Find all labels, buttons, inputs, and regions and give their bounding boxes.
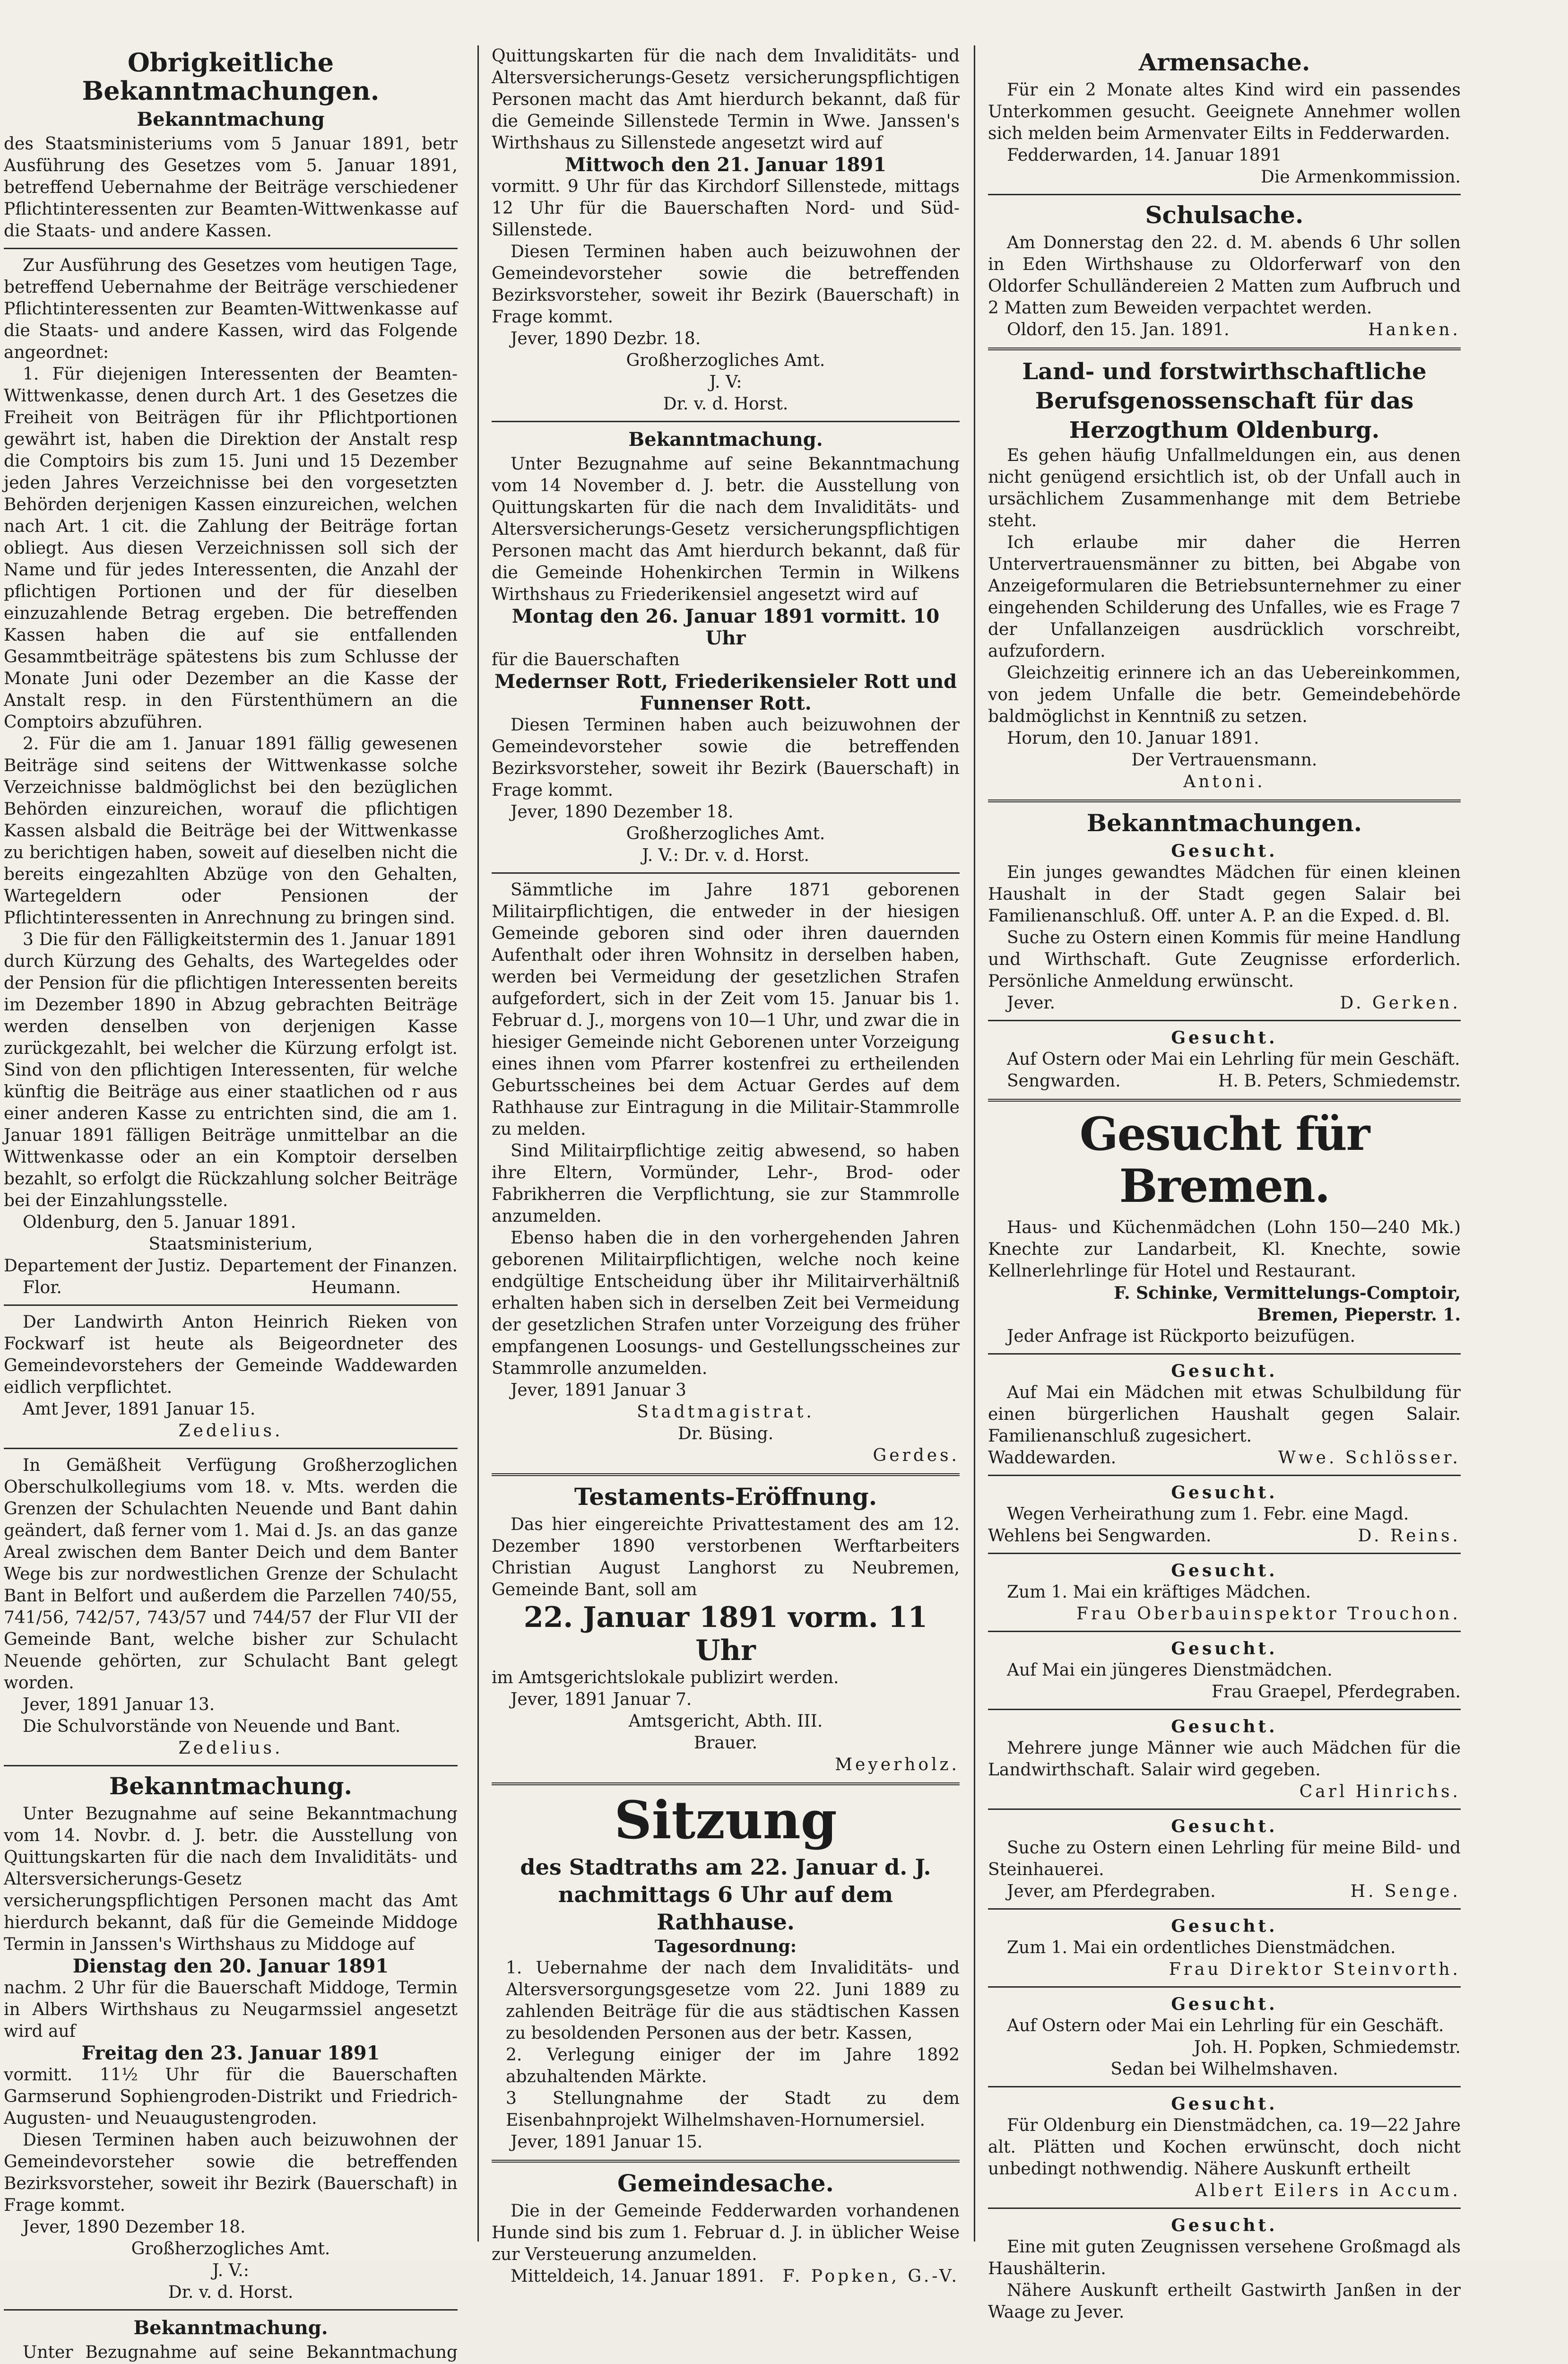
notice-paragraph: Ebenso haben die in den vorhergehenden Jahren geborenen Militairpflichtigen, welche noch keine endgültige Entscheidung über ihr Militairverhältniß erhalten haben sich in derselben Zeit bei Vermeidung der gesetzlichen Strafen unter Vorzeigung des früher empfangenen Loosungs- und Gestellungsscheines zur Stammrolle anzumelden. [492,1228,960,1378]
divider [988,194,1461,195]
signature-row [4,1255,458,1277]
ad-title: Gesucht. [1171,1483,1278,1503]
ad-place: Jever, am Pferdegraben. [1007,1882,1216,1901]
ad-title: Gesucht. [1171,841,1278,861]
notice-authority: Großherzogliches Amt. [131,2239,330,2259]
signature: Brauer. [693,1733,758,1753]
signature: Die Armenkommission. [1261,167,1461,187]
divider [4,248,458,249]
notice-deputy: J. V: [709,373,742,392]
ad-text: Auf Mai ein jüngeres Dienstmädchen. [1007,1660,1333,1680]
divider [988,1709,1461,1710]
notice-paragraph: des Staatsministeriums vom 5 Januar 1891, betr Ausführung des Gesetzes vom 5. Januar 1891, betreffend Uebernahme der Beiträge verschiedener Pflichtinteressenten zur Beamten-Wittwenkasse auf die Staats- und andere Kassen. [4,134,458,241]
notice-date: Dienstag den 20. Januar 1891 [72,1955,389,1977]
ad-title: Gesucht. [1171,1361,1278,1381]
agenda-list [506,1957,960,2131]
signature: F. Schinke, Vermittelungs-Comptoir, [1114,1283,1461,1303]
notice-title: Bekanntmachung. [628,428,823,451]
divider [988,2086,1461,2087]
signature: F. Popken, G.-V. [782,2267,960,2286]
divider [4,1448,458,1449]
notice-place-date: Jever, 1891 Januar 7. [511,1690,692,1709]
notice-paragraph: 3 Die für den Fälligkeitstermin des 1. Januar 1891 durch Kürzung des Gehalts, des Wartegeldes oder der Pension für die pflichtigen Interessenten bereits im Dezember 1890 in Abzug gebrachten Beiträge werden denselben von derjenigen Kasse zurückgezahlt, bei welcher die Kürzung erfolgt ist. Sind von den pflichtigen Interessenten, für welche künftig die Beiträge aus einer staatlichen od r aus einer anderen Kasse zu entrichten sind, die am 1. Januar 1891 fälligen Beiträge unmittelbar an die Wittwenkasse oder an ein Komptoir derselben bezahlt, so erfolgt die Rückzahlung solcher Beiträge bei der Einzahlungsstelle. [4,930,458,1210]
notice-paragraph: vormitt. 11½ Uhr für die Bauerschaften Garmserund Sophiengroden-Distrikt und Friedrich-Augusten- und Neuaugustengroden. [4,2065,458,2128]
ad-text: Für Oldenburg ein Dienstmädchen, ca. 19—22 Jahre alt. Plätten und Kochen erwünscht, doch nicht unbedingt nothwendig. Nähere Auskunft ertheilt [988,2116,1461,2179]
department-label: Departement der Finanzen. [219,1256,458,1276]
signature: Meyerholz. [835,1755,960,1774]
signature: Zedelius. [178,1421,283,1441]
ad-place: Sengwarden. [1007,1071,1121,1091]
divider [492,2160,960,2163]
signature: Frau Oberbauinspektor Trouchon. [1076,1604,1461,1624]
divider [988,1808,1461,1810]
ad-title: Gesucht. [1171,1717,1278,1737]
column-3 [988,45,1461,2322]
notice-date: 22. Januar 1891 vorm. 11 Uhr [523,1601,928,1667]
notice-paragraph: Diesen Terminen haben auch beizuwohnen der Gemeindevorsteher sowie die betreffenden Bezirksvorsteher, soweit ihr Bezirk (Bauerschaft) in Frage kommt. [492,715,960,800]
notice-paragraph: für die Bauerschaften [492,650,680,669]
ad-title: Gesucht. [1171,1561,1278,1581]
notice-place-date: Fedderwarden, 14. Januar 1891 [1007,146,1282,165]
divider [492,872,960,874]
notice-paragraph: Unter Bezugnahme auf seine Bekanntmachung [23,2343,458,2362]
signature: Dr. v. d. Horst. [168,2283,294,2302]
notice-place-date: Jever, 1890 Dezbr. 18. [511,329,701,348]
ad-text: Eine mit guten Zeugnissen versehene Großmagd als Haushälterin. [988,2237,1461,2278]
ad-place: Waddewarden. [988,1448,1117,1468]
signature: Wwe. Schlösser. [1278,1448,1461,1468]
divider [492,1473,960,1476]
divider [988,1631,1461,1632]
notice-paragraph: Am Donnerstag den 22. d. M. abends 6 Uhr sollen in Eden Wirthshause zu Oldorferwarf von den Oldorfer Schulländereien 2 Matten zum Aufbruch und 2 Matten zum Beweiden verpachtet werden. [988,233,1461,318]
column-2 [492,45,960,2286]
notice-title: Bekanntmachung. [133,2317,328,2339]
notice-place-date: Oldenburg, den 5. Januar 1891. [23,1213,296,1232]
ad-text: Haus- und Küchenmädchen (Lohn 150—240 Mk.) Knechte zur Landarbeit, Kl. Knechte, sowie Kellnerlehrlinge für Hotel und Restaurant. [988,1218,1461,1281]
ad-title: Gesucht. [1171,1639,1278,1659]
divider [988,1099,1461,1102]
signature: D. Reins. [1358,1526,1461,1546]
signature-row [988,319,1461,341]
notice-date: Freitag den 23. Januar 1891 [81,2042,380,2064]
ad-title: Gesucht. [1171,1028,1278,1048]
notice-paragraph: Unter Bezugnahme auf seine Bekanntmachung vom 14. Novbr. d. J. betr. die Ausstellung von Quittungskarten für die nach dem Invaliditäts- und Altersversicherungs-Gesetz versicherungspflichtigen Personen macht das Amt hierdurch bekannt, daß für die Gemeinde Middoge Termin in Janssen's Wirthshaus zu Middoge auf [4,1804,458,1954]
ad-text: Wegen Verheirathung zum 1. Febr. eine Magd. [1007,1504,1409,1524]
column-divider [477,45,479,2242]
notice-authority: Staatsministerium, [148,1234,313,1254]
notice-place-date: Amt Jever, 1891 Januar 15. [23,1399,256,1419]
ad-address: Bremen, Pieperstr. 1. [1257,1305,1461,1325]
notice-paragraph: Zur Ausführung des Gesetzes vom heutigen Tage, betreffend Uebernahme der Beiträge verschiedener Pflichtinteressenten zur Beamten-Wittwenkasse auf die Staats- und andere Kassen, wird das Folgende angeordnet: [4,256,458,362]
notice-paragraph: Gleichzeitig erinnere ich an das Uebereinkommen, von jedem Unfalle die betr. Gemeindebehörde baldmöglichst in Kenntniß zu setzen. [988,663,1461,726]
notice-deputy: J. V.: [212,2261,249,2280]
notice-authority: Großherzogliches Amt. [626,824,825,843]
ad-title: Gesucht für Bremen. [1079,1107,1369,1213]
divider [4,1304,458,1306]
column-1 [0,45,458,2362]
divider [988,2208,1461,2209]
notice-paragraph: im Amtsgerichtslokale publizirt werden. [492,1668,839,1687]
section-heading: Obrigkeitliche Bekanntmachungen. [82,47,380,106]
signature: H. Senge. [1350,1882,1461,1901]
ad-text: Auf Mai ein Mädchen mit etwas Schulbildung für einen bürgerlichen Haushalt gegen Salair. Familienanschluß zugesichert. [988,1383,1461,1446]
section-heading: Bekanntmachungen. [1086,809,1362,837]
notice-place-date: Mitteldeich, 14. Januar 1891. [511,2267,764,2286]
divider [988,348,1461,350]
notice-paragraph: Sämmtliche im Jahre 1871 geborenen Militairpflichtigen, die entweder in der hiesigen Gemeinde geboren sind oder ihren dauernden Aufenthalt oder ihren Wohnsitz in derselben haben, werden bei Vermeidung der gesetzlichen Strafen aufgefordert, sich in der Zeit vom 15. Januar bis 1. Februar d. J., morgens von 10—1 Uhr, und zwar die in hiesiger Gemeinde nicht Geborenen unter Vorzeigung eines ihnen vom Pfarrer kostenfrei zu ertheilenden Geburtsscheines bei dem Actuar Gerdes auf dem Rathhause zur Eintragung in die Militair-Stammrolle zu melden. [492,880,960,1139]
notice-title: Schulsache. [1145,201,1304,229]
signature: Heumann. [311,1278,401,1297]
signature-row [988,1070,1461,1092]
ad-text: Zum 1. Mai ein kräftiges Mädchen. [1007,1582,1311,1602]
notice-title: Bekanntmachung. [109,1772,353,1800]
divider [988,1553,1461,1554]
ad-text: Auf Ostern oder Mai ein Lehrling für ein Geschäft. [1007,2016,1444,2035]
ad-text: Suche zu Ostern einen Lehrling für meine Bild- und Steinhauerei. [988,1838,1461,1879]
signature: Zedelius. [178,1738,283,1758]
notice-title: Gemeindesache. [617,2169,834,2197]
ad-text: Auf Ostern oder Mai ein Lehrling für mein Geschäft. [1007,1050,1460,1069]
notice-role: Der Vertrauensmann. [1131,750,1317,770]
notice-title: Sitzung [614,1790,837,1851]
signature: D. Gerken. [1340,993,1461,1013]
ad-text: Ein junges gewandtes Mädchen für einen kleinen Haushalt in der Stadt gegen Salair bei Familienanschluß. Off. unter A. P. an die Exped. d. Bl. [988,863,1461,926]
notice-authority: Stadtmagistrat. [637,1402,814,1422]
notice-paragraph: Das hier eingereichte Privattestament des am 12. Dezember 1890 verstorbenen Werftarbeiters Christian August Langhorst zu Neubremen, Gemeinde Bant, soll am [492,1515,960,1599]
signature: Dr. Büsing. [677,1424,774,1443]
divider [988,1020,1461,1021]
divider [988,1353,1461,1355]
notice-paragraph: Der Landwirth Anton Heinrich Rieken von Fockwarf ist heute als Beigeordneter des Gemeindevorstehers der Gemeinde Waddewarden eidlich verpflichtet. [4,1312,458,1397]
notice-place-date: Jever, 1891 Januar 13. [23,1695,215,1714]
department-label: Departement der Justiz. [4,1256,211,1276]
divider [492,421,960,422]
signature-row [492,2266,960,2287]
signature-row [988,992,1461,1014]
signature: Gerdes. [873,1446,960,1465]
notice-paragraph: 1. Für diejenigen Interessenten der Beamten-Wittwenkasse, denen durch Art. 1 des Gesetzes die Freiheit von Beiträgen für ihr Pflichtportionen gewährt ist, haben die Direktion der Anstalt resp die Comptoirs bis zum 15. Juni und 15 Dezember jeden Jahres Verzeichnisse bei den vorgesetzten Behörden derjenigen Kassen einzureichen, welchen nach Art. 1 cit. die Zahlung der Beiträge fortan obliegt. Aus diesen Verzeichnissen soll sich der Name und für jedes Interessenten, die Anzahl der pflichtigen Portionen und der für dieselben einzuzahlende Betrag ergeben. Die betreffenden Kassen haben die auf sie entfallenden Gesammtbeiträge spätestens bis zum Schlusse der Monate Juni oder Dezember an die Kasse der Anstalt resp. in den Fürstenthümern an die Comptoirs abzuführen. [4,365,458,732]
notice-authority: Die Schulvorstände von Neuende und Bant. [23,1717,401,1736]
notice-paragraph: Sind Militairpflichtige zeitig abwesend, so haben ihre Eltern, Vormünder, Lehr-, Brod- oder Fabrikherren die Verpflichtung, sie zur Stammrolle anzumelden. [492,1141,960,1226]
ad-title: Gesucht. [1171,2216,1278,2235]
notice-subtitle: des Stadtraths am 22. Januar d. J. nachmittags 6 Uhr auf dem Rathhause. [520,1854,931,1935]
agenda-item: 2. Verlegung einiger der im Jahre 1892 abzuhaltenden Märkte. [506,2045,960,2086]
notice-paragraph: Diesen Terminen haben auch beizuwohnen der Gemeindevorsteher sowie die betreffenden Bezirksvorsteher, soweit ihr Bezirk (Bauerschaft) in Frage kommt. [4,2130,458,2215]
notice-date: Montag den 26. Januar 1891 vormitt. 10 Uhr [511,605,940,649]
column-divider [974,45,975,2242]
divider [988,1475,1461,1476]
notice-paragraph: Diesen Terminen haben auch beizuwohnen der Gemeindevorsteher sowie die betreffenden Bezirksvorsteher, soweit ihr Bezirk (Bauerschaft) in Frage kommt. [492,242,960,327]
ad-title: Gesucht. [1171,1916,1278,1936]
notice-title: Bekanntmachung [137,108,325,130]
signature: Antoni. [1183,772,1265,791]
divider [4,2309,458,2311]
signature-row [988,1525,1461,1547]
signature: Carl Hinrichs. [1299,1782,1461,1801]
notice-paragraph: nachm. 2 Uhr für die Bauerschaft Middoge, Termin in Albers Wirthshaus zu Neugarmssiel angesetzt wird auf [4,1978,458,2041]
agenda-item: 1. Uebernahme der nach dem Invaliditäts- und Altersversorgungsgesetze vom 22. Juni 1889 zu zahlenden Beiträge für die aus städtischen Kassen zu besoldenden Personen aus der betr. Kassen, [506,1958,960,2043]
notice-place-date: Jever, 1890 Dezember 18. [511,802,734,822]
ad-place: Jever. [1007,993,1056,1013]
ad-text: Suche zu Ostern einen Kommis für meine Handlung und Wirthschaft. Gute Zeugnisse erforderlich. Persönliche Anmeldung erwünscht. [988,928,1461,991]
signature-row [4,1277,458,1299]
ad-title: Gesucht. [1171,2094,1278,2114]
signature: Dr. v. d. Horst. [663,394,788,414]
ad-address: Sedan bei Wilhelmshaven. [1110,2060,1338,2079]
notice-paragraph: Unter Bezugnahme auf seine Bekanntmachung vom 14 November d. J. betr. die Ausstellung von Quittungskarten für die nach dem Invaliditäts- und Altersversicherungs-Gesetz versicherungspflichtigen Personen macht das Amt hierdurch bekannt, daß für die Gemeinde Hohenkirchen Termin in Wilkens Wirthshaus zu Friederikensiel angesetzt wird auf [492,454,960,604]
ad-text: Zum 1. Mai ein ordentliches Dienstmädchen. [1007,1938,1396,1957]
signature: J. V.: Dr. v. d. Horst. [642,846,809,865]
notice-paragraph: vormitt. 9 Uhr für das Kirchdorf Sillenstede, mittags 12 Uhr für die Bauerschaften Nord- und Süd-Sillenstede. [492,177,960,240]
notice-place-date: Jever, 1891 Januar 15. [511,2132,703,2152]
notice-places: Medernser Rott, Friederikensieler Rott und Funnenser Rott. [494,670,957,714]
ad-text: Jeder Anfrage ist Rückporto beizufügen. [1007,1327,1355,1346]
signature: Joh. H. Popken, Schmiedemstr. [1194,2038,1461,2057]
divider [988,1986,1461,1988]
notice-title: Land- und forstwirthschaftliche Berufsgenossenschaft für das Herzogthum Oldenburg. [1022,358,1427,443]
ad-text: Nähere Auskunft ertheilt Gastwirth Janßen in der Waage zu Jever. [988,2281,1461,2322]
signature: H. B. Peters, Schmiedemstr. [1218,1071,1461,1091]
notice-authority: Amtsgericht, Abth. III. [628,1712,823,1731]
signature: Hanken. [1368,320,1461,339]
divider [4,1765,458,1766]
notice-paragraph: Es gehen häufig Unfallmeldungen ein, aus denen nicht genügend ersichtlich ist, ob der Unfall auch in ursächlichem Zusammenhange mit dem Betriebe steht. [988,446,1461,530]
notice-paragraph: Für ein 2 Monate altes Kind wird ein passendes Unterkommen gesucht. Geeignete Annehmer wollen sich melden beim Armenvater Eilts in Fedderwarden. [988,80,1461,143]
ad-title: Gesucht. [1171,1816,1278,1836]
signature-row [988,1447,1461,1469]
ad-title: Gesucht. [1171,1994,1278,2014]
agenda-item: 3 Stellungnahme der Stadt zu dem Eisenbahnprojekt Wilhelmshaven-Hornumersiel. [506,2089,960,2130]
divider [988,800,1461,802]
notice-place-date: Jever, 1890 Dezember 18. [23,2217,246,2237]
divider [492,1782,960,1785]
ad-text: Mehrere junge Männer wie auch Mädchen für die Landwirthschaft. Salair wird gegeben. [988,1738,1461,1780]
divider [988,1908,1461,1910]
notice-authority: Großherzogliches Amt. [626,351,825,370]
signature-row [988,1881,1461,1903]
notice-paragraph: Ich erlaube mir daher die Herren Untervertrauensmänner zu bitten, bei Abgabe von Anzeigeformularen die Betriebsunternehmer zu einer eingehenden Schilderung des Unfalles, wie es Frage 7 der Unfallanzeigen ausdrücklich vorschreibt, aufzufordern. [988,533,1461,661]
signature: Flor. [23,1278,62,1297]
notice-paragraph: 2. Für die am 1. Januar 1891 fällig gewesenen Beiträge sind seitens der Wittwenkasse solche Verzeichnisse baldmöglichst bei den bezüglichen Behörden einzureichen, worauf die pflichtigen Kassen alsbald die Beiträge bei der Wittwenkasse zu berichtigen haben, soweit auf dieselben nicht die bereits eingezahlten Abzüge von den Gehalten, Wartegeldern oder Pensionen der Pflichtinteressenten in Anrechnung zu bringen sind. [4,734,458,928]
notice-paragraph: Quittungskarten für die nach dem Invaliditäts- und Altersversicherungs-Gesetz versicherungspflichtigen Personen macht das Amt hierdurch bekannt, daß für die Gemeinde Sillenstede Termin in Wwe. Janssen's Wirthshaus zu Sillenstede angesetzt wird auf [492,46,960,153]
signature: Albert Eilers in Accum. [1195,2181,1461,2200]
agenda-label: Tagesordnung: [654,1937,797,1956]
notice-place-date: Jever, 1891 Januar 3 [511,1381,686,1400]
notice-paragraph: In Gemäßheit Verfügung Großherzoglichen Oberschulkollegiums vom 18. v. Mts. werden die Grenzen der Schulachten Neuende und Bant dahin geändert, daß ferner vom 1. Mai d. Js. an das ganze Areal zwischen dem Banter Deich und dem Banter Wege bis zur nordwestlichen Grenze der Schulacht Bant in Belfort und außerdem die Parzellen 740/55, 741/56, 742/57, 743/57 und 744/57 der Flur VII der Gemeinde Bant, welche bisher zur Schulacht Neuende gehörten, zur Schulacht Bant gelegt worden. [4,1456,458,1693]
notice-date: Mittwoch den 21. Januar 1891 [564,154,887,176]
notice-place-date: Oldorf, den 15. Jan. 1891. [1007,320,1230,339]
signature: Frau Direktor Steinvorth. [1169,1960,1461,1979]
notice-title: Armensache. [1138,48,1310,76]
signature: Frau Graepel, Pferdegraben. [1212,1682,1461,1702]
notice-title: Testaments-Eröffnung. [574,1483,877,1511]
notice-place-date: Horum, den 10. Januar 1891. [1007,729,1259,748]
notice-paragraph: Die in der Gemeinde Fedderwarden vorhandenen Hunde sind bis zum 1. Februar d. J. in üblicher Weise zur Versteuerung anzumelden. [492,2201,960,2264]
ad-place: Wehlens bei Sengwarden. [988,1526,1212,1546]
